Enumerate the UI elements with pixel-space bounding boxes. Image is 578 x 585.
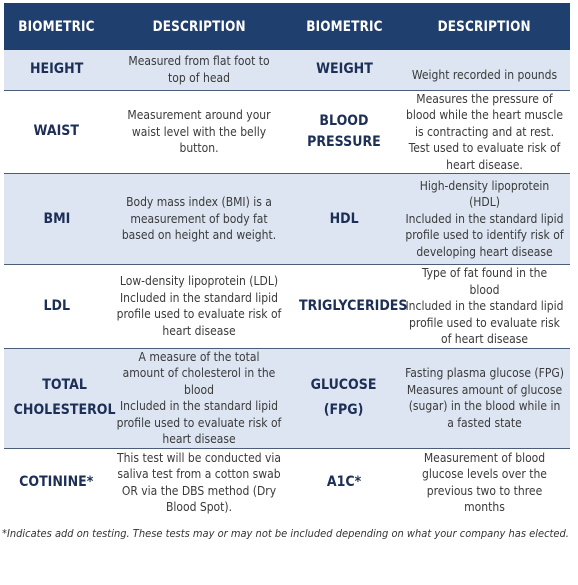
header-description-right: DESCRIPTION [399, 3, 570, 50]
table-row [4, 348, 570, 448]
table-header-row [4, 3, 570, 50]
header-biometric-right: BIOMETRIC [289, 3, 399, 50]
biometric-triglycerides: TRIGLYCERIDES [289, 265, 399, 349]
table-row [4, 174, 570, 265]
header-description-left: DESCRIPTION [109, 3, 289, 50]
biometric-total-cholesterol: TOTAL CHOLESTEROL [4, 348, 109, 448]
biometric-bmi: BMI [4, 174, 109, 265]
biometric-ldl: LDL [4, 265, 109, 349]
description-glucose: Fasting plasma glucose (FPG) Measures amount of glucose (sugar) in the blood while in a fasted state [399, 348, 570, 448]
description-bmi: Body mass index (BMI) is a measurement of body fat based on height and weight. [109, 174, 289, 265]
description-height: Measured from flat foot to top of head [109, 50, 289, 90]
description-hdl: High-density lipoprotein (HDL) Included in the standard lipid profile used to identify risk of developing heart disease [399, 174, 570, 265]
description-ldl: Low-density lipoprotein (LDL) Included in the standard lipid profile used to evaluate risk of heart disease [109, 265, 289, 349]
table-row [4, 50, 570, 90]
header-biometric-left: BIOMETRIC [4, 3, 109, 50]
description-blood-pressure: Measures the pressure of blood while the heart muscle is contracting and at rest. Test used to evaluate risk of heart disease. [399, 90, 570, 174]
description-total-cholesterol: A measure of the total amount of cholesterol in the blood Included in the standard lipid profile used to evaluate risk of heart disease [109, 348, 289, 448]
description-cotinine: This test will be conducted via saliva test from a cotton swab OR via the DBS method (Dry Blood Spot). [109, 448, 289, 517]
biometrics-table [4, 3, 570, 517]
description-triglycerides: Type of fat found in the blood Included in the standard lipid profile used to evaluate risk of heart disease [399, 265, 570, 349]
biometric-weight: WEIGHT [289, 50, 399, 90]
footnote: *Indicates add on testing. These tests may or may not be included depending on what your company has elected. [2, 527, 569, 540]
biometric-height: HEIGHT [4, 50, 109, 90]
biometric-blood-pressure: BLOOD PRESSURE [289, 90, 399, 174]
biometric-glucose: GLUCOSE (FPG) [289, 348, 399, 448]
biometric-hdl: HDL [289, 174, 399, 265]
description-waist: Measurement around your waist level with the belly button. [109, 90, 289, 174]
table-row [4, 265, 570, 349]
description-weight: Weight recorded in pounds [399, 50, 570, 90]
table-row [4, 448, 570, 517]
biometric-cotinine: COTININE* [4, 448, 109, 517]
biometric-waist: WAIST [4, 90, 109, 174]
table-row [4, 90, 570, 174]
biometric-a1c: A1C* [289, 448, 399, 517]
description-a1c: Measurement of blood glucose levels over the previous two to three months [399, 448, 570, 517]
